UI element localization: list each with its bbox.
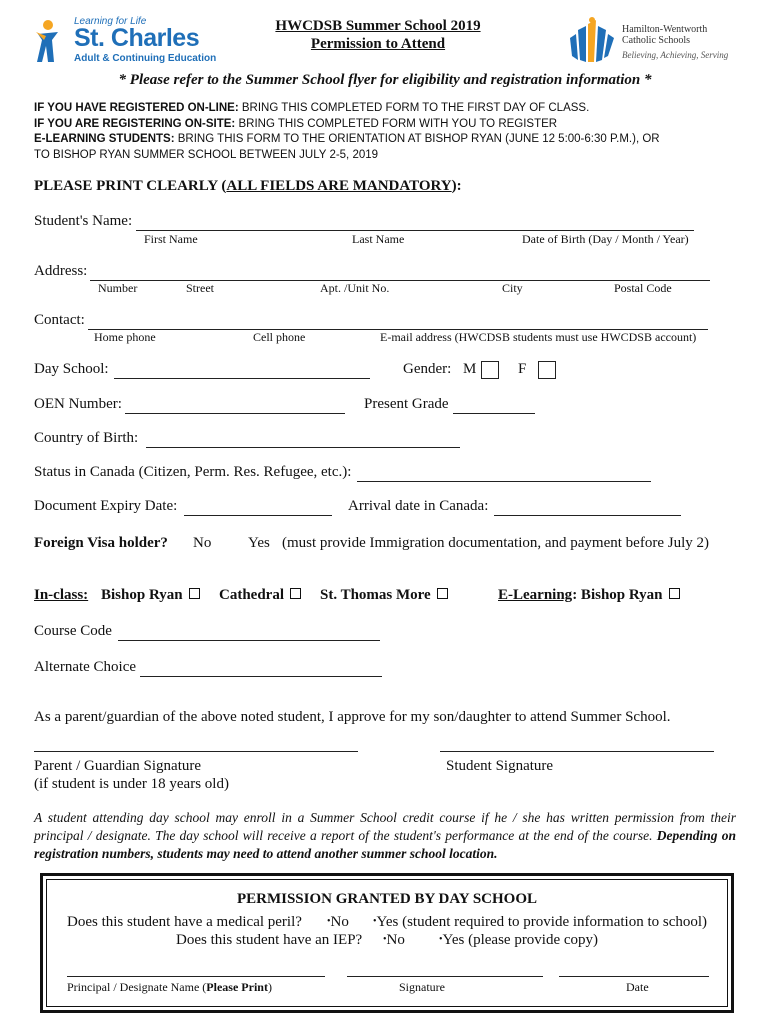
medical-question: Does this student have a medical peril? xyxy=(67,914,302,930)
student-name-label: Student's Name: xyxy=(34,213,133,229)
arrival-field[interactable] xyxy=(494,498,681,516)
logo-tagline: Learning for Life xyxy=(74,16,147,27)
country-field[interactable] xyxy=(146,430,460,448)
parent-signature-line[interactable] xyxy=(34,737,358,752)
st-charles-logo xyxy=(34,16,217,66)
permission-title: PERMISSION GRANTED BY DAY SCHOOL xyxy=(236,891,538,907)
logo-right-motto: Believing, Achieving, Serving xyxy=(622,50,729,60)
logo-right-line2: Catholic Schools xyxy=(622,35,691,46)
cathedral-checkbox[interactable] xyxy=(290,588,301,599)
parent-signature-note: (if student is under 18 years old) xyxy=(34,776,229,792)
crosses-emblem-icon xyxy=(564,16,616,64)
elearning-checkbox[interactable] xyxy=(669,588,680,599)
disclaimer-bold: Depending on registration numbers, students may need to attend another summer school location. xyxy=(34,828,737,861)
oen-field[interactable] xyxy=(125,396,345,414)
day-school-label: Day School: xyxy=(34,361,109,377)
contact-field[interactable] xyxy=(88,312,708,330)
location-st-thomas-more[interactable]: St. Thomas More xyxy=(320,587,448,604)
form-subtitle: Permission to Attend xyxy=(310,36,446,52)
principal-signature-line[interactable] xyxy=(347,962,543,977)
home-phone-caption: Home phone xyxy=(94,330,156,344)
signature-label: Signature xyxy=(399,980,445,994)
location-cathedral[interactable]: Cathedral xyxy=(219,587,301,604)
medical-no-option[interactable]: •No xyxy=(327,914,349,930)
status-label: Status in Canada (Citizen, Perm. Res. Refugee, etc.): xyxy=(34,464,352,480)
instruction-online: IF YOU HAVE REGISTERED ON-LINE: BRING THIS COMPLETED FORM TO THE FIRST DAY OF CLASS. xyxy=(34,102,590,114)
gender-f-label: F xyxy=(518,361,527,377)
grade-field[interactable] xyxy=(453,396,535,414)
visa-label: Foreign Visa holder? xyxy=(34,535,168,551)
dob-caption: Date of Birth (Day / Month / Year) xyxy=(522,232,689,246)
iep-no-option[interactable]: •No xyxy=(383,932,405,948)
city-caption: City xyxy=(502,281,523,295)
permission-box xyxy=(40,873,734,1013)
course-code-field[interactable] xyxy=(118,623,380,641)
parent-signature-label: Parent / Guardian Signature xyxy=(34,758,202,774)
visa-note: (must provide Immigration documentation, and payment before July 2) xyxy=(282,535,709,551)
medical-yes-option[interactable]: •Yes (student required to provide information to school) xyxy=(373,914,708,930)
student-signature-label: Student Signature xyxy=(446,758,554,774)
arrival-label: Arrival date in Canada: xyxy=(348,498,489,514)
email-caption: E-mail address (HWCDSB students must use HWCDSB account) xyxy=(380,330,697,344)
visa-yes-option[interactable]: Yes xyxy=(248,535,270,551)
principal-name-line[interactable] xyxy=(67,962,325,977)
number-caption: Number xyxy=(98,281,138,295)
gender-m-checkbox[interactable] xyxy=(481,361,499,379)
logo-name: St. Charles xyxy=(74,24,200,52)
country-label: Country of Birth: xyxy=(34,430,139,446)
street-caption: Street xyxy=(186,281,214,295)
gender-m-label: M xyxy=(463,361,477,377)
day-school-field[interactable] xyxy=(114,361,370,379)
doc-expiry-field[interactable] xyxy=(184,498,332,516)
student-signature-line[interactable] xyxy=(440,737,714,752)
oen-label: OEN Number: xyxy=(34,396,122,412)
logo-right-line1: Hamilton-Wentworth xyxy=(622,24,708,35)
instruction-elearning: E-LEARNING STUDENTS: BRING THIS FORM TO THE ORIENTATION AT BISHOP RYAN (JUNE 12 5:00-6:30 P.M.), OR xyxy=(34,133,660,145)
iep-yes-option[interactable]: •Yes (please provide copy) xyxy=(439,932,599,948)
status-field[interactable] xyxy=(357,464,651,482)
approval-statement: As a parent/guardian of the above noted student, I approve for my son/daughter to attend Summer School. xyxy=(34,709,671,725)
date-line[interactable] xyxy=(559,962,709,977)
course-code-label: Course Code xyxy=(34,623,112,639)
st-thomas-more-checkbox[interactable] xyxy=(437,588,448,599)
gender-label: Gender: xyxy=(403,361,452,377)
disclaimer xyxy=(34,809,736,863)
inclass-label: In-class: xyxy=(34,587,89,603)
alternate-field[interactable] xyxy=(140,659,382,677)
grade-label: Present Grade xyxy=(364,396,449,412)
instructions xyxy=(34,101,660,163)
iep-question: Does this student have an IEP? xyxy=(176,932,363,948)
instruction-elearning-2: TO BISHOP RYAN SUMMER SCHOOL BETWEEN JULY 2-5, 2019 xyxy=(34,148,379,161)
bishop-ryan-checkbox[interactable] xyxy=(189,588,200,599)
student-name-field[interactable] xyxy=(136,213,694,231)
location-bishop-ryan[interactable]: Bishop Ryan xyxy=(101,587,200,604)
form-title: HWCDSB Summer School 2019 xyxy=(275,18,481,34)
date-label: Date xyxy=(626,980,649,994)
person-figure-icon xyxy=(34,18,64,64)
notice: * Please refer to the Summer School flyer for eligibility and registration information * xyxy=(118,72,652,88)
gender-f-checkbox[interactable] xyxy=(538,361,556,379)
location-elearning[interactable]: E-Learning: Bishop Ryan xyxy=(498,587,680,604)
doc-expiry-label: Document Expiry Date: xyxy=(34,498,178,514)
print-heading: PLEASE PRINT CLEARLY (ALL FIELDS ARE MANDATORY): xyxy=(34,178,462,194)
first-name-caption: First Name xyxy=(144,232,198,246)
logo-subtitle: Adult & Continuing Education xyxy=(74,53,217,64)
address-field[interactable] xyxy=(90,263,710,281)
last-name-caption: Last Name xyxy=(352,232,405,246)
contact-label: Contact: xyxy=(34,312,85,328)
disclaimer-text: A student attending day school may enroll in a Summer School credit course if he / she has written permission from their principal / designate. The day school will receive a report of the student's performance at the end of the course. xyxy=(34,810,736,843)
address-label: Address: xyxy=(34,263,88,279)
principal-name-label: Principal / Designate Name (Please Print) xyxy=(67,980,272,994)
instruction-onsite: IF YOU ARE REGISTERING ON-SITE: BRING THIS COMPLETED FORM WITH YOU TO REGISTER xyxy=(34,117,558,130)
apt-caption: Apt. /Unit No. xyxy=(320,281,390,295)
hwcds-logo xyxy=(564,16,744,66)
alternate-label: Alternate Choice xyxy=(34,659,137,675)
locations-row xyxy=(34,587,88,604)
visa-no-option[interactable]: No xyxy=(193,535,212,551)
postal-caption: Postal Code xyxy=(614,281,672,295)
cell-phone-caption: Cell phone xyxy=(253,330,306,344)
